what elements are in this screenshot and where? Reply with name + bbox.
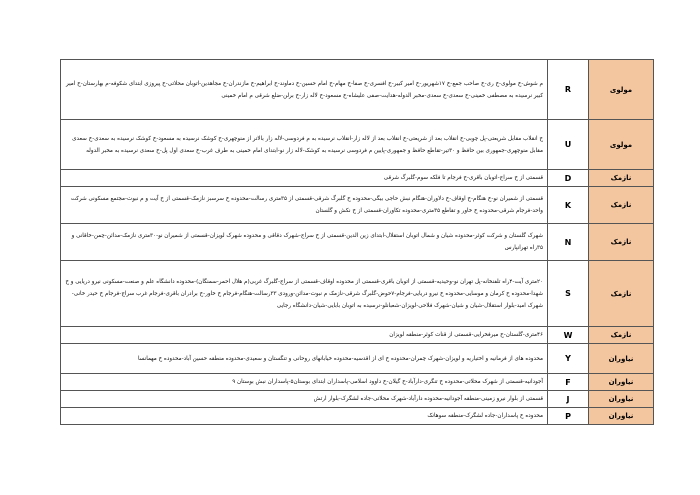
zone-code: S: [548, 261, 589, 327]
zone-code: R: [548, 60, 589, 120]
table-row: [61, 187, 654, 224]
zone-code: Y: [548, 344, 589, 374]
area-description: ۲۰متری آیت-۴راه تلفنخانه-پل تهران نو-وحیدیه-قسمتی از اتوبان باقری-قسمتی از محدوده اوقاف-قسمتی از سراج-گلبرگ غربی(م هلال احمر-سمنگان)-محدوده دانشگاه علم و صنعت-مسکونی نیرو دریایی و خ شهدا-محدوده خ کرمان و موسایی-محدوده خ نیرو دریایی-فرجام-۷حوض-گلبرگ شرقی-نازمک م نبوت-مدائن-ورودی ۳۳رسالت-هنگام-فرجام خ خاور-خ برادران باقری-فرجام غرب سراج-فرجام خ حیدر خانی-شهرک امید-بلوار استقلال-شیان و شیان-شهرک فلاحی-لویزان-شعبانلو-نرسیده به اتوبان بابایی-شیان-دانشگاه رجایی: [61, 261, 548, 327]
area-description: آجودانیه-قسمتی از شهرک محلاتی-محدوده خ تنگری-دارآباد-خ گیلان-خ داوود اسلامی-پاسداران ابتدای بوستان۵-پاسداران نبش بوستان ۹: [61, 374, 548, 391]
region-name: نیاوران: [589, 374, 654, 391]
zone-code: F: [548, 374, 589, 391]
zone-code: J: [548, 391, 589, 408]
area-description: قسمتی از بلوار نیرو زمینی-منطقه آجودانیه-محدوده دارآباد-شهرک محلاتی-جاده لشگرک-بلوار ارتش: [61, 391, 548, 408]
region-name: نیاوران: [589, 344, 654, 374]
area-description: محدوده های از فرمانیه و اختیاریه و لویزان-شهرک چمران-محدوده خ ای از اقدسیه-محدوده خیابانهای روحانی و تنگستان و سعیدی-محدوده منطقه حسین آباد-محدوده خ مهمانسا: [61, 344, 548, 374]
area-description: م شوش-خ مولوی-خ ری-خ صاحب جمع-خ ۱۷شهریور-خ امیر کبیر-خ افسری-خ صفا-خ مهام-خ امام حسین-خ دماوند-خ ابراهیم-خ مازندران-خ مجاهدین-اتوبان محلاتی-خ پیروزی ابتدای شکوفه-م بهارستان-خ امیر کبیر نرسیده به مصطفی خمینی-خ سعدی-خ سعدی-مخبر الدوله-هدایت-صفی علیشاه-خ مسعود-خ لاله زار-خ برلن-ضلع شرقی م امام خمینی: [61, 60, 548, 120]
region-name: نازمک: [589, 327, 654, 344]
region-name: نیاوران: [589, 408, 654, 425]
region-name: نازمک: [589, 170, 654, 187]
region-name: نازمک: [589, 224, 654, 261]
zone-code: W: [548, 327, 589, 344]
table-row: [61, 374, 654, 391]
region-name: نیاوران: [589, 391, 654, 408]
zone-code: N: [548, 224, 589, 261]
region-name: نازمک: [589, 261, 654, 327]
zone-code: D: [548, 170, 589, 187]
table-row: [61, 408, 654, 425]
region-name: مولوی: [589, 60, 654, 120]
area-description: محدوده خ پاسداران-جاده لشگرک-منطقه سوهانک: [61, 408, 548, 425]
table-row: [61, 170, 654, 187]
zone-code: P: [548, 408, 589, 425]
area-description: قسمتی از شمیران نو-خ هنگام-خ اوقاف-خ دلاوران-هنگام نبش حاجی بیگی-محدوده خ گلبرگ شرقی-قسمتی از ۳۵متری رسالت-محدوده خ سرسبز نازمک-قسمتی از خ آیت و م نبوت-مجتمع مسکونی شرکت واحد-فرجام شرقی-محدوده خ خاور و تقاطع ۳۵متری-محدوده تکاوران-قسمتی از خ نکش و گلستان: [61, 187, 548, 224]
table-row: [61, 60, 654, 120]
zone-code: U: [548, 120, 589, 170]
table-row: [61, 261, 654, 327]
region-name: مولوی: [589, 120, 654, 170]
table-row: [61, 224, 654, 261]
region-name: نازمک: [589, 187, 654, 224]
table-row: [61, 344, 654, 374]
table-row: [61, 120, 654, 170]
zone-table: [60, 59, 654, 425]
area-description: خ انقلاب مقابل شریعتی-پل چوبی-خ انقلاب بعد از شریعتی-خ انقلاب بعد از لاله زار-انقلاب نرسیده به م فردوسی-لاله زار بالاتر از منوچهری-خ کوشک نرسیده به مسعود-خ کوشک نرسیده به سعدی-خ سعدی مقابل منوچهری-جمهوری بین حافظ و ۳۰تیر-تقاطع حافظ و جمهوری-پایین م فردوسی نرسیده به کوشک-لاله زار نو-ابتدای امام خمینی به طرف غرب-خ سعدی اول پل-خ سعدی نرسیده به مخبر الدوله: [61, 120, 548, 170]
zone-code: K: [548, 187, 589, 224]
table-row: [61, 327, 654, 344]
table-row: [61, 391, 654, 408]
area-description: ۴۶متری-گلستان-خ میرفخرایی-قسمتی از قنات کوثر-منطقه لویزان: [61, 327, 548, 344]
area-description: شهرک گلستان و شرکت کوثر-محدوده شیان و شمال اتوبان استقلال-ابتدای زین الدین-قسمتی از خ سراج-شهرک دقاقی و محدوده شهرک لویزان-قسمتی از شمیران نو-۳۰متری نازمک-مدائن-چمن-خاقانی و ۳۵راه تهرانپارس: [61, 224, 548, 261]
area-description: قسمتی از خ سراج-اتوبان باقری-خ فرجام تا فلکه سوم-گلبرگ شرقی: [61, 170, 548, 187]
